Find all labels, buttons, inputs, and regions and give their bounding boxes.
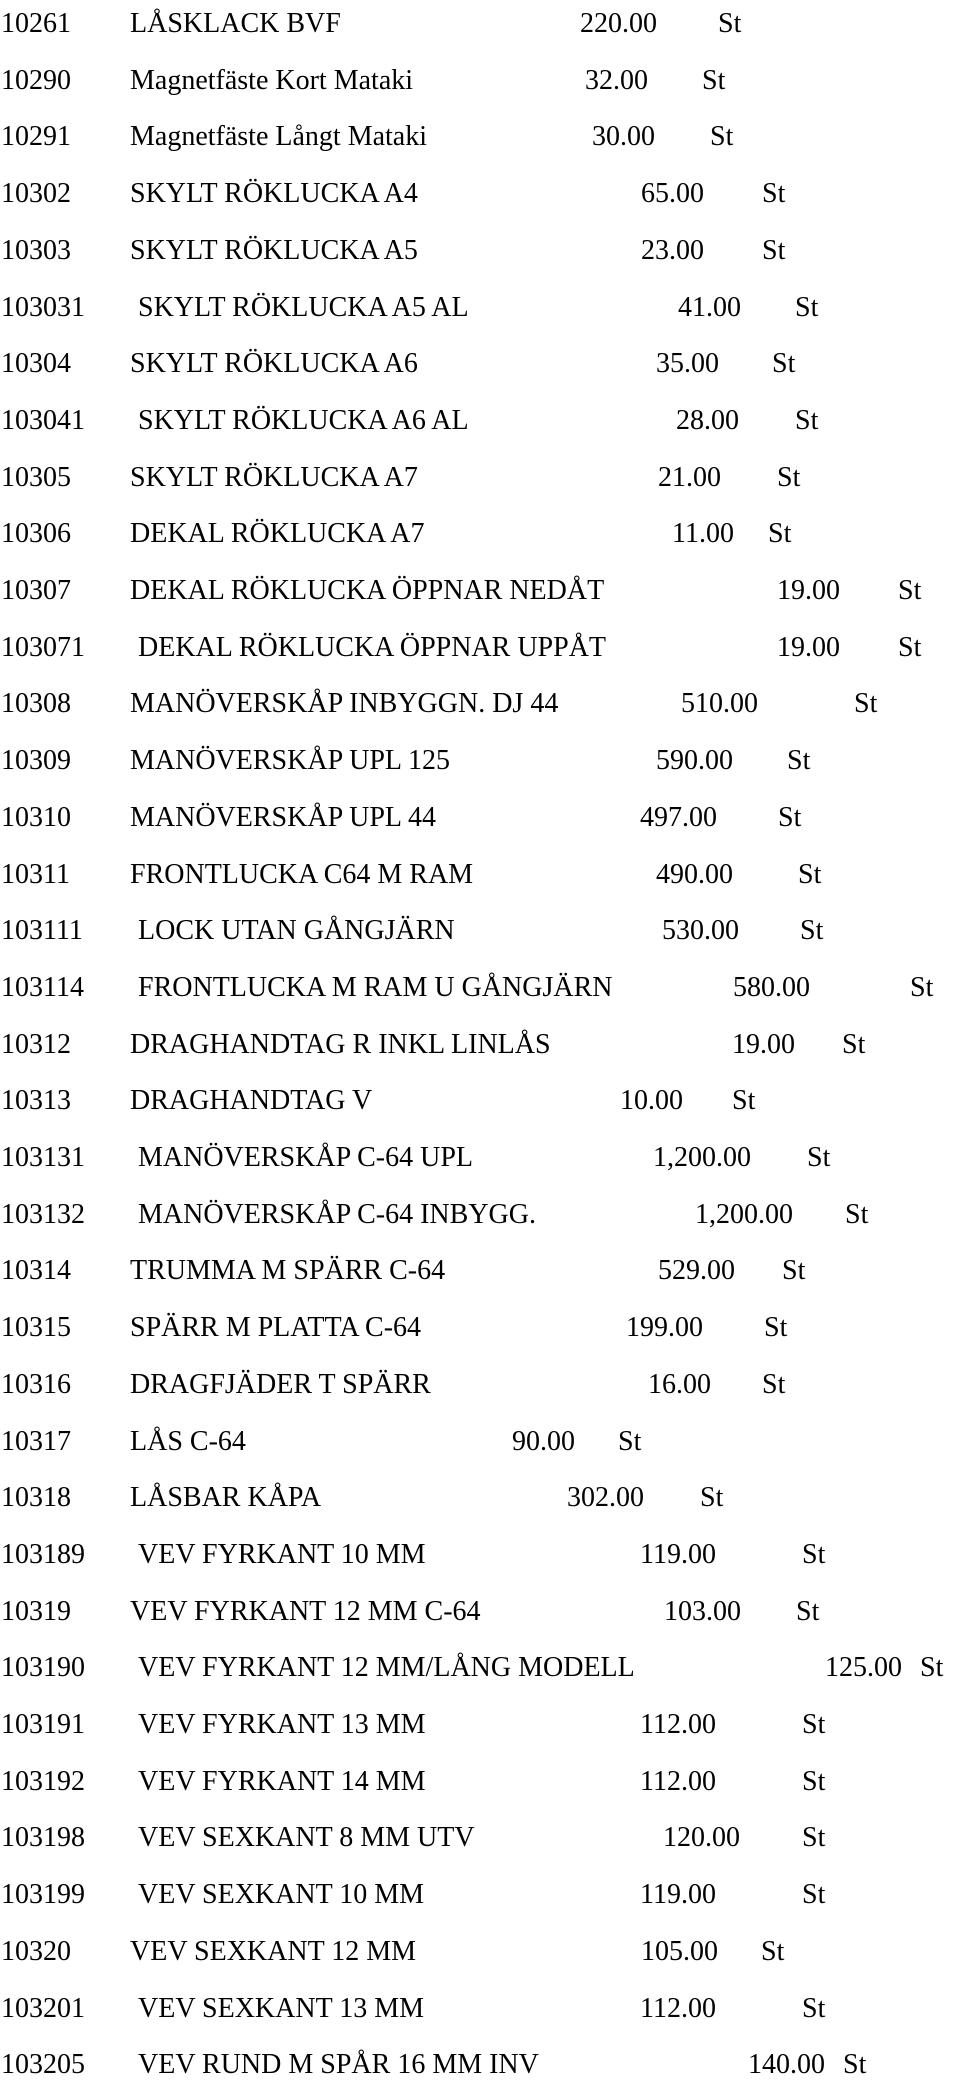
item-name: DRAGHANDTAG V [130,1085,373,1117]
item-code: 10317 [1,1425,71,1457]
item-name: Magnetfäste Kort Mataki [130,64,414,96]
item-price: 1,200.00 [695,1198,793,1230]
table-row [0,1703,960,1747]
item-unit: St [795,291,819,323]
item-unit: St [772,348,796,380]
table-row [0,966,960,1010]
item-price: 11.00 [672,518,734,550]
table-row [0,796,960,840]
table-row [0,229,960,273]
item-price: 23.00 [641,234,704,266]
item-name: DEKAL RÖKLUCKA ÖPPNAR UPPÅT [138,631,607,663]
item-name: LÅS C-64 [130,1425,246,1457]
item-name: LÅSKLACK BVF [130,8,341,39]
item-price: 10.00 [620,1085,683,1117]
item-code: 10309 [1,745,71,777]
item-name: SPÄRR M PLATTA C-64 [130,1312,422,1344]
table-row [0,115,960,159]
item-unit: St [702,64,726,96]
item-unit: St [802,1709,826,1740]
item-code: 103111 [1,915,83,947]
item-name: LOCK UTAN GÅNGJÄRN [138,915,455,947]
item-unit: St [796,1595,820,1627]
table-row [0,512,960,556]
item-code: 103191 [1,1709,85,1740]
item-unit: St [762,178,786,210]
table-row [0,1363,960,1407]
item-name: DEKAL RÖKLUCKA ÖPPNAR NEDÅT [130,575,605,606]
item-price: 19.00 [777,631,840,663]
item-name: SKYLT RÖKLUCKA A6 [130,348,418,380]
item-unit: St [910,971,934,1003]
item-unit: St [802,1992,826,2024]
item-unit: St [777,461,801,493]
table-row [0,739,960,783]
item-price: 199.00 [626,1312,703,1344]
item-code: 10305 [1,461,71,493]
item-unit: St [898,575,922,606]
table-row [0,456,960,500]
item-price: 65.00 [641,178,704,210]
table-row [0,1023,960,1067]
item-code: 10319 [1,1595,71,1627]
item-name: VEV FYRKANT 13 MM [138,1709,426,1740]
item-name: SKYLT RÖKLUCKA A7 [130,461,418,493]
item-name: SKYLT RÖKLUCKA A6 AL [138,404,469,436]
table-row [0,59,960,103]
item-name: SKYLT RÖKLUCKA A4 [130,178,418,210]
table-row [0,1533,960,1577]
item-price: 140.00 [748,2049,825,2081]
table-row [0,1873,960,1917]
table-row [0,1136,960,1180]
item-code: 10314 [1,1255,71,1287]
item-price: 530.00 [662,915,739,947]
item-unit: St [761,1935,785,1967]
item-code: 10311 [1,858,70,890]
item-code: 103071 [1,631,85,663]
item-unit: St [802,1879,826,1911]
item-code: 10318 [1,1482,71,1514]
item-code: 10261 [1,8,71,39]
item-unit: St [718,8,742,39]
item-name: MANÖVERSKÅP UPL 44 [130,801,436,833]
item-unit: St [842,1028,866,1060]
item-code: 10290 [1,64,71,96]
item-price: 120.00 [663,1822,740,1854]
table-row [0,172,960,216]
item-price: 1,200.00 [653,1142,751,1173]
item-code: 10308 [1,688,71,720]
table-row [0,1590,960,1634]
item-unit: St [845,1198,869,1230]
item-name: VEV RUND M SPÅR 16 MM INV [138,2049,539,2081]
item-name: VEV SEXKANT 10 MM [138,1879,424,1911]
item-price: 16.00 [648,1368,711,1400]
item-price: 490.00 [656,858,733,890]
table-row [0,2,960,46]
item-price: 90.00 [512,1425,575,1457]
item-price: 302.00 [567,1482,644,1514]
item-code: 10307 [1,575,71,606]
item-price: 119.00 [640,1879,716,1911]
item-name: FRONTLUCKA C64 M RAM [130,858,474,890]
item-unit: St [920,1652,944,1684]
item-unit: St [762,234,786,266]
item-price: 19.00 [732,1028,795,1060]
item-price: 497.00 [640,801,717,833]
table-row [0,286,960,330]
item-code: 10303 [1,234,71,266]
item-price: 30.00 [592,121,655,153]
item-unit: St [700,1482,724,1514]
item-name: VEV FYRKANT 12 MM C-64 [130,1595,481,1627]
table-row [0,909,960,953]
item-name: VEV FYRKANT 10 MM [138,1538,426,1570]
item-price: 28.00 [676,404,739,436]
table-row [0,682,960,726]
table-row [0,399,960,443]
table-row [0,1193,960,1237]
item-price: 112.00 [640,1709,716,1740]
item-unit: St [732,1085,756,1117]
item-price: 529.00 [658,1255,735,1287]
table-row [0,1646,960,1690]
item-code: 10306 [1,518,71,550]
table-row [0,342,960,386]
item-name: MANÖVERSKÅP UPL 125 [130,745,450,777]
item-price: 103.00 [664,1595,741,1627]
item-price: 125.00 [825,1652,902,1684]
item-price: 119.00 [640,1538,716,1570]
item-unit: St [795,404,819,436]
table-row [0,853,960,897]
item-price: 35.00 [656,348,719,380]
item-price: 32.00 [585,64,648,96]
item-code: 10316 [1,1368,71,1400]
item-code: 103114 [1,971,84,1003]
item-name: VEV FYRKANT 12 MM/LÅNG MODELL [138,1652,635,1684]
table-row [0,1476,960,1520]
item-code: 103192 [1,1765,85,1797]
item-code: 103198 [1,1822,85,1854]
item-price: 510.00 [681,688,758,720]
item-price: 21.00 [658,461,721,493]
item-unit: St [778,801,802,833]
item-unit: St [802,1538,826,1570]
table-row [0,1079,960,1123]
item-code: 10320 [1,1935,71,1967]
table-row [0,1930,960,1974]
item-unit: St [768,518,792,550]
item-unit: St [762,1368,786,1400]
item-name: DRAGHANDTAG R INKL LINLÅS [130,1028,551,1060]
item-name: SKYLT RÖKLUCKA A5 AL [138,291,469,323]
table-row [0,1760,960,1804]
item-code: 103201 [1,1992,85,2024]
item-name: LÅSBAR KÅPA [130,1482,322,1514]
item-price: 105.00 [641,1935,718,1967]
item-name: VEV SEXKANT 13 MM [138,1992,424,2024]
table-row [0,1816,960,1860]
table-row [0,1249,960,1293]
item-code: 103189 [1,1538,85,1570]
item-name: TRUMMA M SPÄRR C-64 [130,1255,446,1287]
item-unit: St [787,745,811,777]
item-unit: St [898,631,922,663]
item-name: VEV SEXKANT 8 MM UTV [138,1822,475,1854]
table-row [0,1987,960,2031]
item-code: 10291 [1,121,71,153]
item-code: 103041 [1,404,85,436]
item-code: 10312 [1,1028,71,1060]
item-name: MANÖVERSKÅP INBYGGN. DJ 44 [130,688,559,720]
item-unit: St [802,1765,826,1797]
item-code: 103132 [1,1198,85,1230]
item-code: 103199 [1,1879,85,1911]
item-code: 103031 [1,291,85,323]
item-price: 220.00 [580,8,657,39]
item-name: DEKAL RÖKLUCKA A7 [130,518,425,550]
item-unit: St [800,915,824,947]
item-name: Magnetfäste Långt Mataki [130,121,428,153]
table-row [0,2043,960,2087]
item-code: 103190 [1,1652,85,1684]
item-unit: St [618,1425,642,1457]
item-unit: St [764,1312,788,1344]
item-unit: St [843,2049,867,2081]
item-unit: St [854,688,878,720]
item-name: VEV FYRKANT 14 MM [138,1765,426,1797]
table-row [0,1306,960,1350]
item-price: 112.00 [640,1765,716,1797]
item-price: 112.00 [640,1992,716,2024]
item-price: 41.00 [678,291,741,323]
item-price: 590.00 [656,745,733,777]
item-name: VEV SEXKANT 12 MM [130,1935,416,1967]
item-name: MANÖVERSKÅP C-64 UPL [138,1142,474,1173]
item-price: 19.00 [777,575,840,606]
item-unit: St [802,1822,826,1854]
item-code: 103205 [1,2049,85,2081]
table-row [0,626,960,670]
item-code: 103131 [1,1142,85,1173]
table-row [0,1420,960,1464]
item-code: 10313 [1,1085,71,1117]
item-code: 10315 [1,1312,71,1344]
item-unit: St [782,1255,806,1287]
item-name: FRONTLUCKA M RAM U GÅNGJÄRN [138,971,613,1003]
item-code: 10310 [1,801,71,833]
item-code: 10302 [1,178,71,210]
item-unit: St [807,1142,831,1173]
item-name: MANÖVERSKÅP C-64 INBYGG. [138,1198,536,1230]
item-name: SKYLT RÖKLUCKA A5 [130,234,418,266]
item-unit: St [798,858,822,890]
item-price: 580.00 [733,971,810,1003]
item-code: 10304 [1,348,71,380]
table-row [0,569,960,613]
item-unit: St [710,121,734,153]
item-name: DRAGFJÄDER T SPÄRR [130,1368,431,1400]
